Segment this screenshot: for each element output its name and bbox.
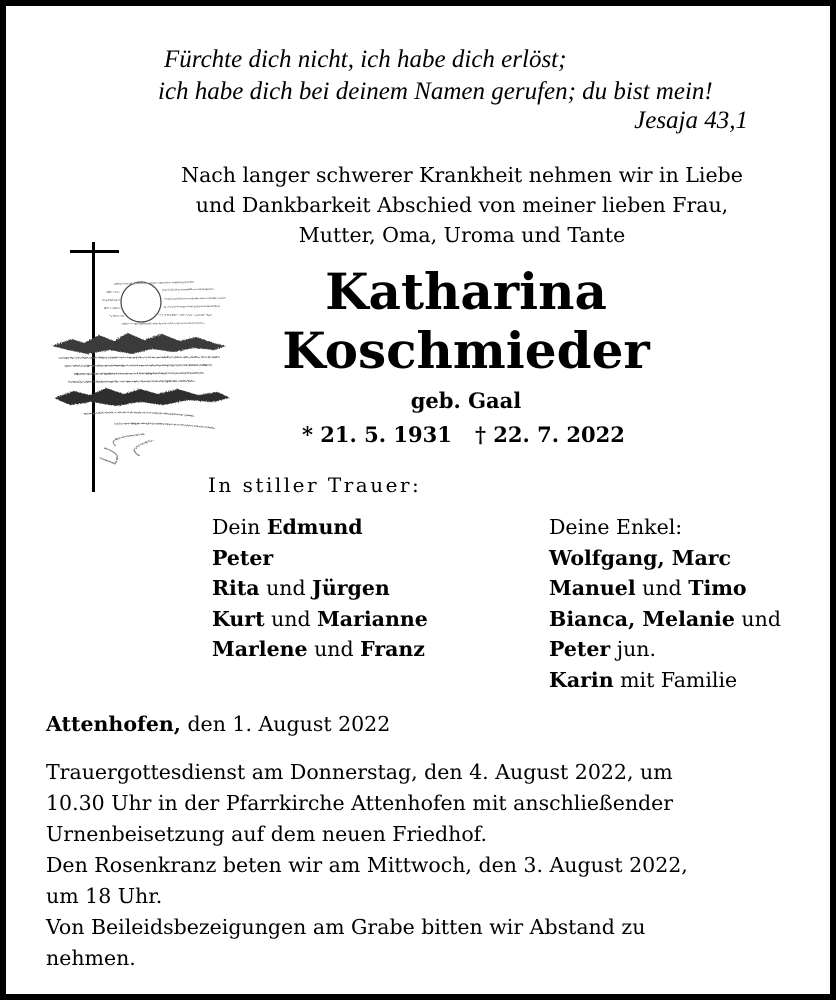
mourner-conjunction: und bbox=[635, 576, 689, 600]
mourner-name: Franz bbox=[360, 637, 425, 661]
place: Attenhofen, bbox=[46, 712, 181, 736]
mourner-line bbox=[549, 543, 781, 574]
mourner-line bbox=[212, 543, 428, 574]
service-line: Urnenbeisetzung auf dem neuen Friedhof. bbox=[46, 822, 488, 846]
mourner-name: Bianca, Melanie bbox=[549, 606, 735, 631]
grandchildren-heading: Deine Enkel: bbox=[549, 515, 683, 539]
cross-landscape-icon bbox=[44, 242, 234, 494]
mourner-line bbox=[212, 604, 428, 635]
mourner-line bbox=[212, 634, 428, 665]
mourner-conjunction: und bbox=[264, 606, 318, 631]
intro-text bbox=[132, 160, 792, 250]
mourner-line bbox=[549, 665, 781, 696]
service-line: Den Rosenkranz beten wir am Mittwoch, den 3. August 2022, bbox=[46, 853, 688, 877]
intro-line-3: Mutter, Oma, Uroma und Tante bbox=[298, 223, 626, 247]
mourner-name: Jürgen bbox=[312, 576, 390, 600]
verse-line-2: ich habe dich bei deinem Namen gerufen; du bist mein! bbox=[158, 78, 713, 105]
mourner-name: Manuel bbox=[549, 576, 636, 600]
mourners-left bbox=[212, 512, 428, 665]
mourner-name: Wolfgang, Marc bbox=[549, 545, 732, 570]
mourner-name: Marianne bbox=[317, 606, 428, 631]
mourner-name: Edmund bbox=[266, 515, 363, 539]
death-date: † 22. 7. 2022 bbox=[475, 422, 625, 447]
mourner-line bbox=[549, 604, 781, 635]
mourner-line bbox=[549, 634, 781, 665]
mourner-name: Peter bbox=[212, 545, 274, 570]
service-line: Von Beileidsbezeigungen am Grabe bitten wir Abstand zu bbox=[46, 915, 646, 939]
mourner-line bbox=[212, 573, 428, 604]
verse-reference: Jesaja 43,1 bbox=[634, 107, 748, 134]
mourner-conjunction: und bbox=[259, 576, 313, 600]
service-line: um 18 Uhr. bbox=[46, 884, 163, 908]
mourner-conjunction: und bbox=[734, 606, 781, 631]
birth-date: * 21. 5. 1931 bbox=[302, 422, 452, 447]
mourning-heading: In stiller Trauer: bbox=[208, 473, 422, 497]
deceased-first-name: Katharina bbox=[325, 262, 607, 321]
place-date bbox=[46, 712, 390, 736]
mourner-line bbox=[549, 573, 781, 604]
service-line: Trauergottesdienst am Donnerstag, den 4. August 2022, um bbox=[46, 760, 673, 784]
service-line: nehmen. bbox=[46, 946, 136, 970]
mourner-line bbox=[212, 512, 428, 543]
mourner-name: Rita bbox=[212, 576, 260, 600]
mourner-name: Timo bbox=[688, 576, 747, 600]
mourner-name: Kurt bbox=[212, 606, 265, 631]
intro-line-1: Nach langer schwerer Krankheit nehmen wir in Liebe bbox=[181, 163, 743, 187]
mourner-suffix: mit Familie bbox=[613, 667, 738, 692]
service-line: 10.30 Uhr in der Pfarrkirche Attenhofen mit anschließender bbox=[46, 791, 674, 815]
mourner-name: Peter bbox=[549, 637, 611, 661]
deceased-last-name: Koschmieder bbox=[282, 321, 650, 380]
mourners-right bbox=[549, 512, 781, 695]
mourner-conjunction: und bbox=[307, 637, 361, 661]
service-info bbox=[46, 757, 688, 974]
mourner-name: Karin bbox=[549, 667, 614, 692]
date: den 1. August 2022 bbox=[180, 712, 391, 736]
maiden-name: geb. Gaal bbox=[410, 388, 522, 413]
mourner-prefix: Dein bbox=[212, 515, 267, 539]
verse-line-1: Fürchte dich nicht, ich habe dich erlöst; bbox=[164, 46, 567, 73]
mourner-name: Marlene bbox=[212, 637, 308, 661]
intro-line-2: und Dankbarkeit Abschied von meiner lieben Frau, bbox=[195, 193, 729, 217]
mourner-suffix: jun. bbox=[610, 637, 657, 661]
